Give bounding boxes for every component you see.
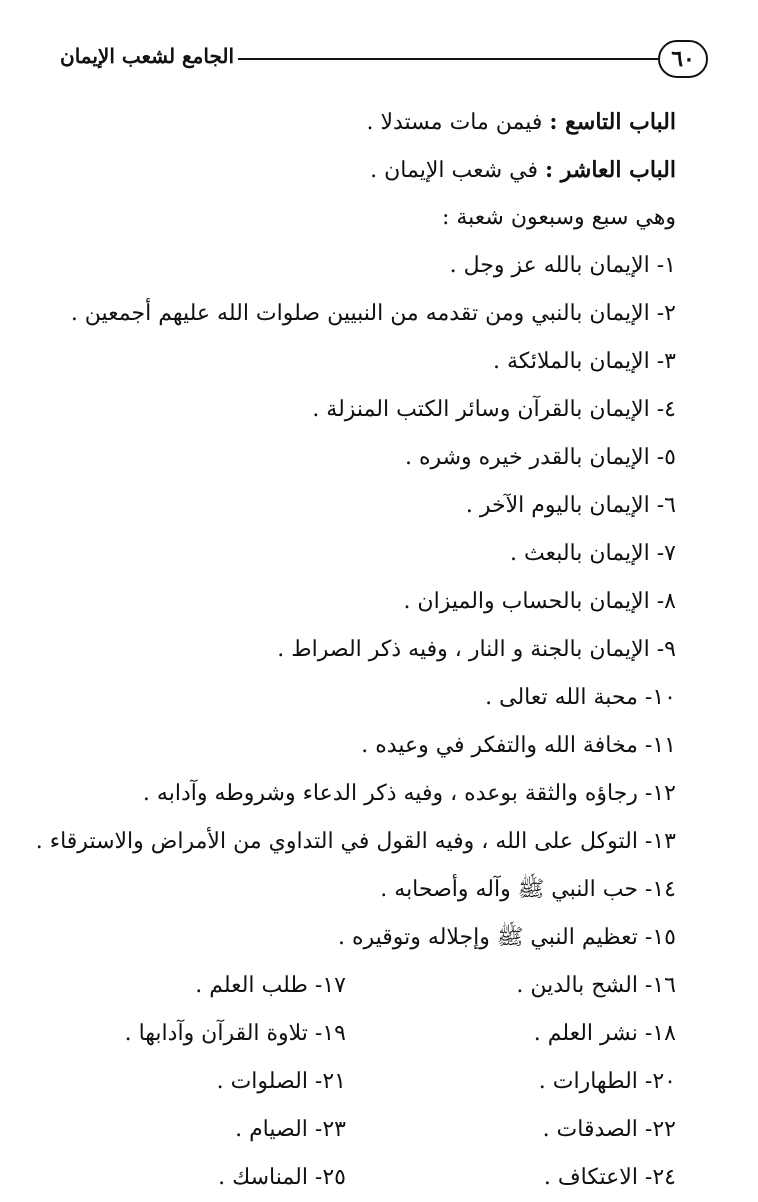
branch-item: ١٦- الشح بالدين . (516, 973, 676, 998)
page-header (60, 38, 708, 84)
chapter-title: فيمن مات مستدلا . (366, 110, 543, 135)
branch-item: ٤- الإيمان بالقرآن وسائر الكتب المنزلة . (312, 397, 676, 422)
branch-item: ٣- الإيمان بالملائكة . (492, 349, 676, 374)
header-rule (238, 58, 658, 60)
running-title: الجامع لشعب الإيمان (60, 44, 235, 68)
page-number: ٦٠ (658, 40, 708, 78)
intro-line: وهي سبع وسبعون شعبة : (441, 205, 676, 230)
branch-item: ١٨- نشر العلم . (533, 1021, 676, 1046)
branch-item: ١١- مخافة الله والتفكر في وعيده . (361, 733, 676, 758)
branch-item: ٢٥- المناسك . (218, 1165, 346, 1190)
chapter-heading-9 (76, 98, 676, 146)
branch-item: ٢٠- الطهارات . (538, 1069, 676, 1094)
branch-item: ٢٤- الاعتكاف . (543, 1165, 676, 1190)
branch-item: ١٠- محبة الله تعالى . (485, 685, 676, 710)
chapter-label: الباب التاسع : (549, 109, 676, 135)
chapter-label: الباب العاشر : (544, 157, 676, 183)
chapter-title: في شعب الإيمان . (370, 158, 538, 183)
branch-item: ٥- الإيمان بالقدر خيره وشره . (404, 445, 676, 470)
branch-item: ١٢- رجاؤه والثقة بوعده ، وفيه ذكر الدعاء وشروطه وآدابه . (142, 781, 676, 806)
branch-pair-row (76, 1154, 676, 1202)
chapter-heading-10 (76, 146, 676, 194)
branch-item: ٧- الإيمان بالبعث . (510, 541, 676, 566)
branch-item: ١٤- حب النبي ﷺ وآله وأصحابه . (380, 877, 676, 902)
branch-item: ١٩- تلاوة القرآن وآدابها . (124, 1021, 346, 1046)
branch-item: ٢- الإيمان بالنبي ومن تقدمه من النبيين صلوات الله عليهم أجمعين . (70, 301, 676, 326)
branch-item: ٢١- الصلوات . (216, 1069, 346, 1094)
branch-pair-row (76, 1010, 676, 1058)
branch-item: ١٣- التوكل على الله ، وفيه القول في التداوي من الأمراض والاسترقاء . (35, 829, 676, 854)
branch-pair-row (76, 1058, 676, 1106)
branch-pair-row (76, 1106, 676, 1154)
branch-item: ١- الإيمان بالله عز وجل . (449, 253, 676, 278)
branch-item: ٨- الإيمان بالحساب والميزان . (403, 589, 676, 614)
branch-pair-row (76, 962, 676, 1010)
page-content (35, 98, 676, 1202)
branch-item: ٩- الإيمان بالجنة و النار ، وفيه ذكر الصراط . (277, 637, 676, 662)
branch-item: ٢٣- الصيام . (235, 1117, 346, 1142)
branch-item: ١٥- تعظيم النبي ﷺ وإجلاله وتوقيره . (338, 925, 676, 950)
branch-item: ٢٢- الصدقات . (542, 1117, 676, 1142)
branch-item: ٦- الإيمان باليوم الآخر . (465, 493, 676, 518)
branch-item: ١٧- طلب العلم . (195, 973, 346, 998)
